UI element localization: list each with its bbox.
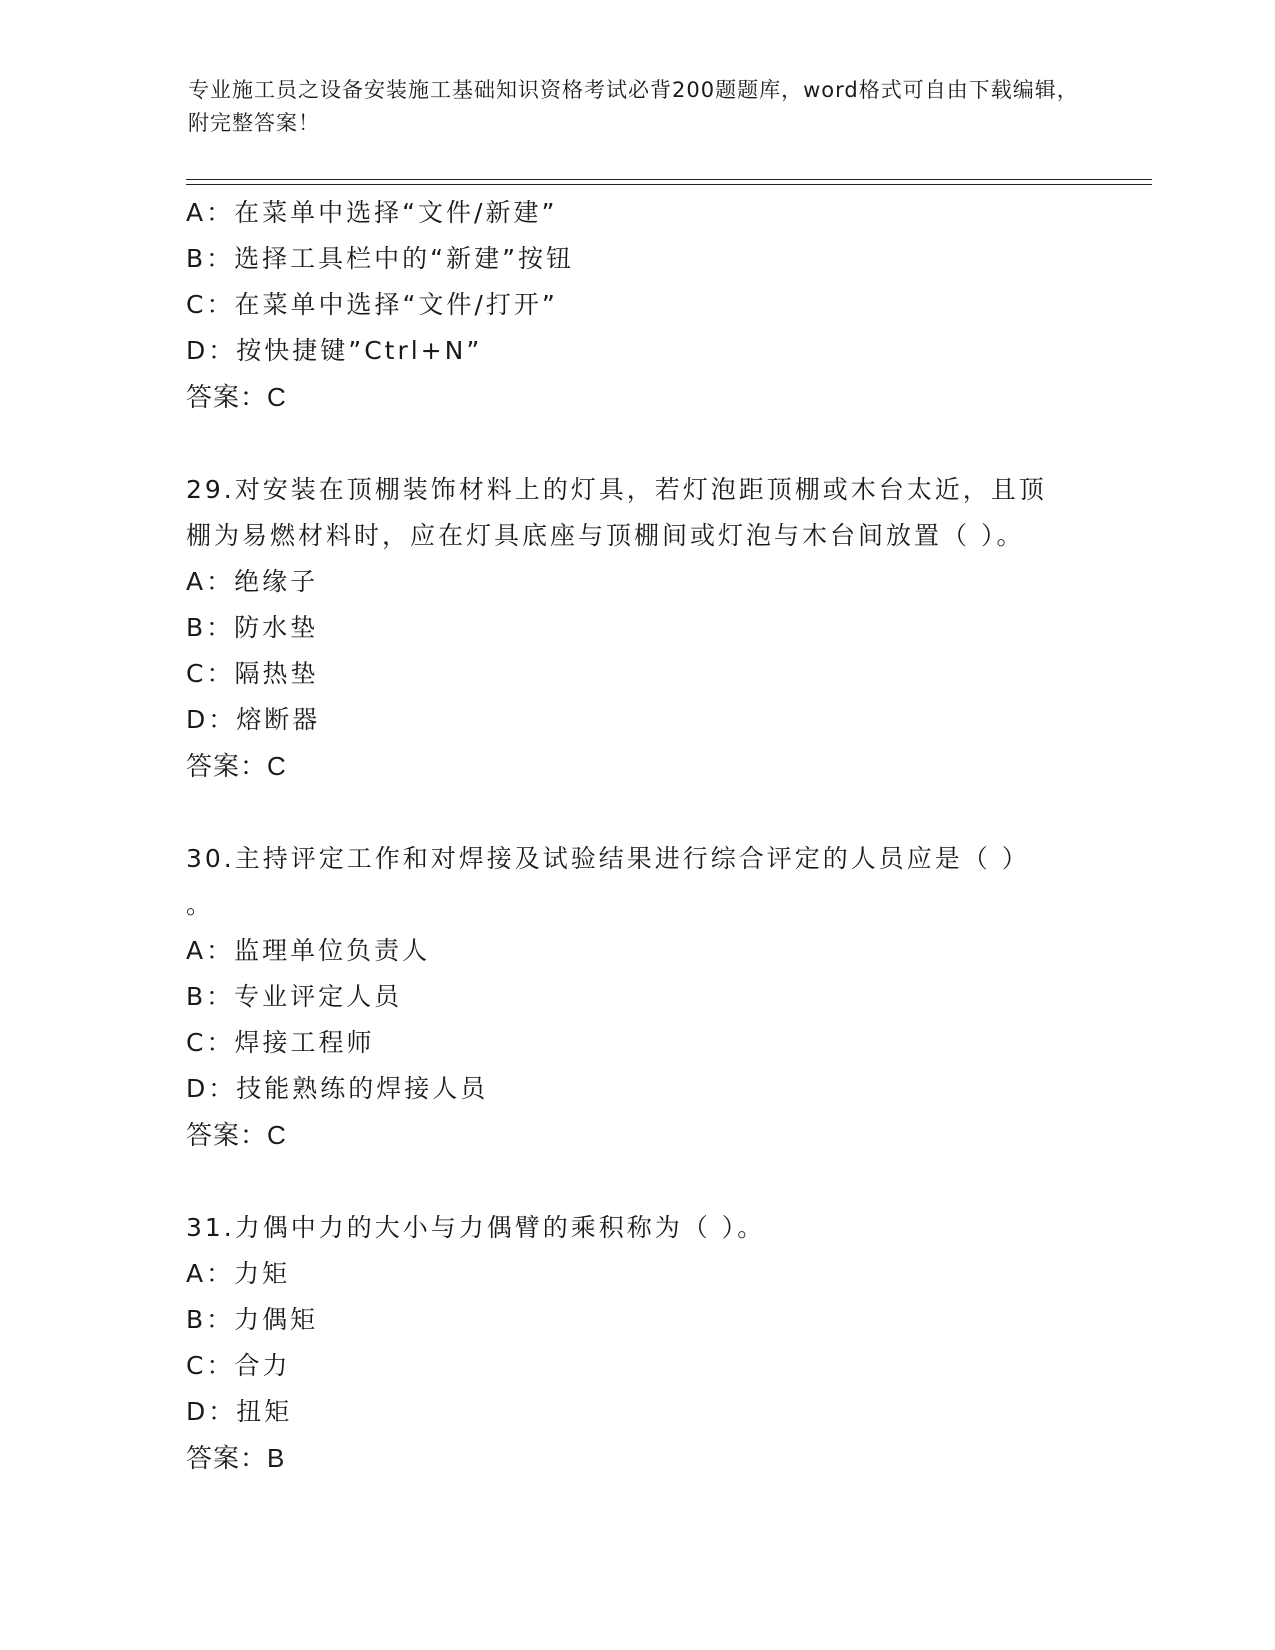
- option-b: B：选择工具栏中的“新建”按钮: [186, 244, 575, 273]
- option-d: D：技能熟练的焊接人员: [186, 1074, 489, 1103]
- answer-label: 答案：C: [186, 1120, 287, 1150]
- option-a: A：在菜单中选择“文件/新建”: [186, 198, 558, 227]
- question-28-continued: [186, 190, 1086, 420]
- question-stem-tail: 。: [186, 890, 215, 919]
- spacer: [186, 789, 1086, 836]
- option-d: D：熔断器: [186, 705, 321, 734]
- option-a: A：绝缘子: [186, 567, 319, 596]
- option-d: D：按快捷键”Ctrl+N”: [186, 336, 483, 365]
- spacer: [186, 420, 1086, 467]
- option-a: A：监理单位负责人: [186, 936, 431, 965]
- option-c: C：合力: [186, 1351, 291, 1380]
- document-header: 专业施工员之设备安装施工基础知识资格考试必背200题题库，word格式可自由下载编辑，附完整答案！: [188, 78, 1079, 135]
- answer-label: 答案：C: [186, 751, 287, 781]
- header-divider-top: [186, 179, 1152, 180]
- option-d: D：扭矩: [186, 1397, 293, 1426]
- question-29: [186, 467, 1086, 789]
- option-b: B：防水垫: [186, 613, 319, 642]
- option-b: B：力偶矩: [186, 1305, 319, 1334]
- spacer: [186, 1158, 1086, 1205]
- question-stem: 31.力偶中力的大小与力偶臂的乘积称为（ ）。: [186, 1213, 766, 1242]
- answer-label: 答案：C: [186, 382, 287, 412]
- answer-label: 答案：B: [186, 1443, 286, 1473]
- option-c: C：焊接工程师: [186, 1028, 375, 1057]
- question-list: [186, 190, 1086, 1481]
- option-c: C：隔热垫: [186, 659, 319, 688]
- question-stem: 29.对安装在顶棚装饰材料上的灯具，若灯泡距顶棚或木台太近，且顶棚为易燃材料时，应在灯具底座与顶棚间或灯泡与木台间放置（ ）。: [186, 475, 1047, 550]
- option-a: A：力矩: [186, 1259, 291, 1288]
- question-31: [186, 1205, 1086, 1481]
- option-b: B：专业评定人员: [186, 982, 403, 1011]
- option-c: C：在菜单中选择“文件/打开”: [186, 290, 558, 319]
- question-30: [186, 836, 1086, 1158]
- header-divider-bottom: [186, 184, 1152, 185]
- question-stem: 30.主持评定工作和对焊接及试验结果进行综合评定的人员应是（ ）: [186, 844, 1030, 873]
